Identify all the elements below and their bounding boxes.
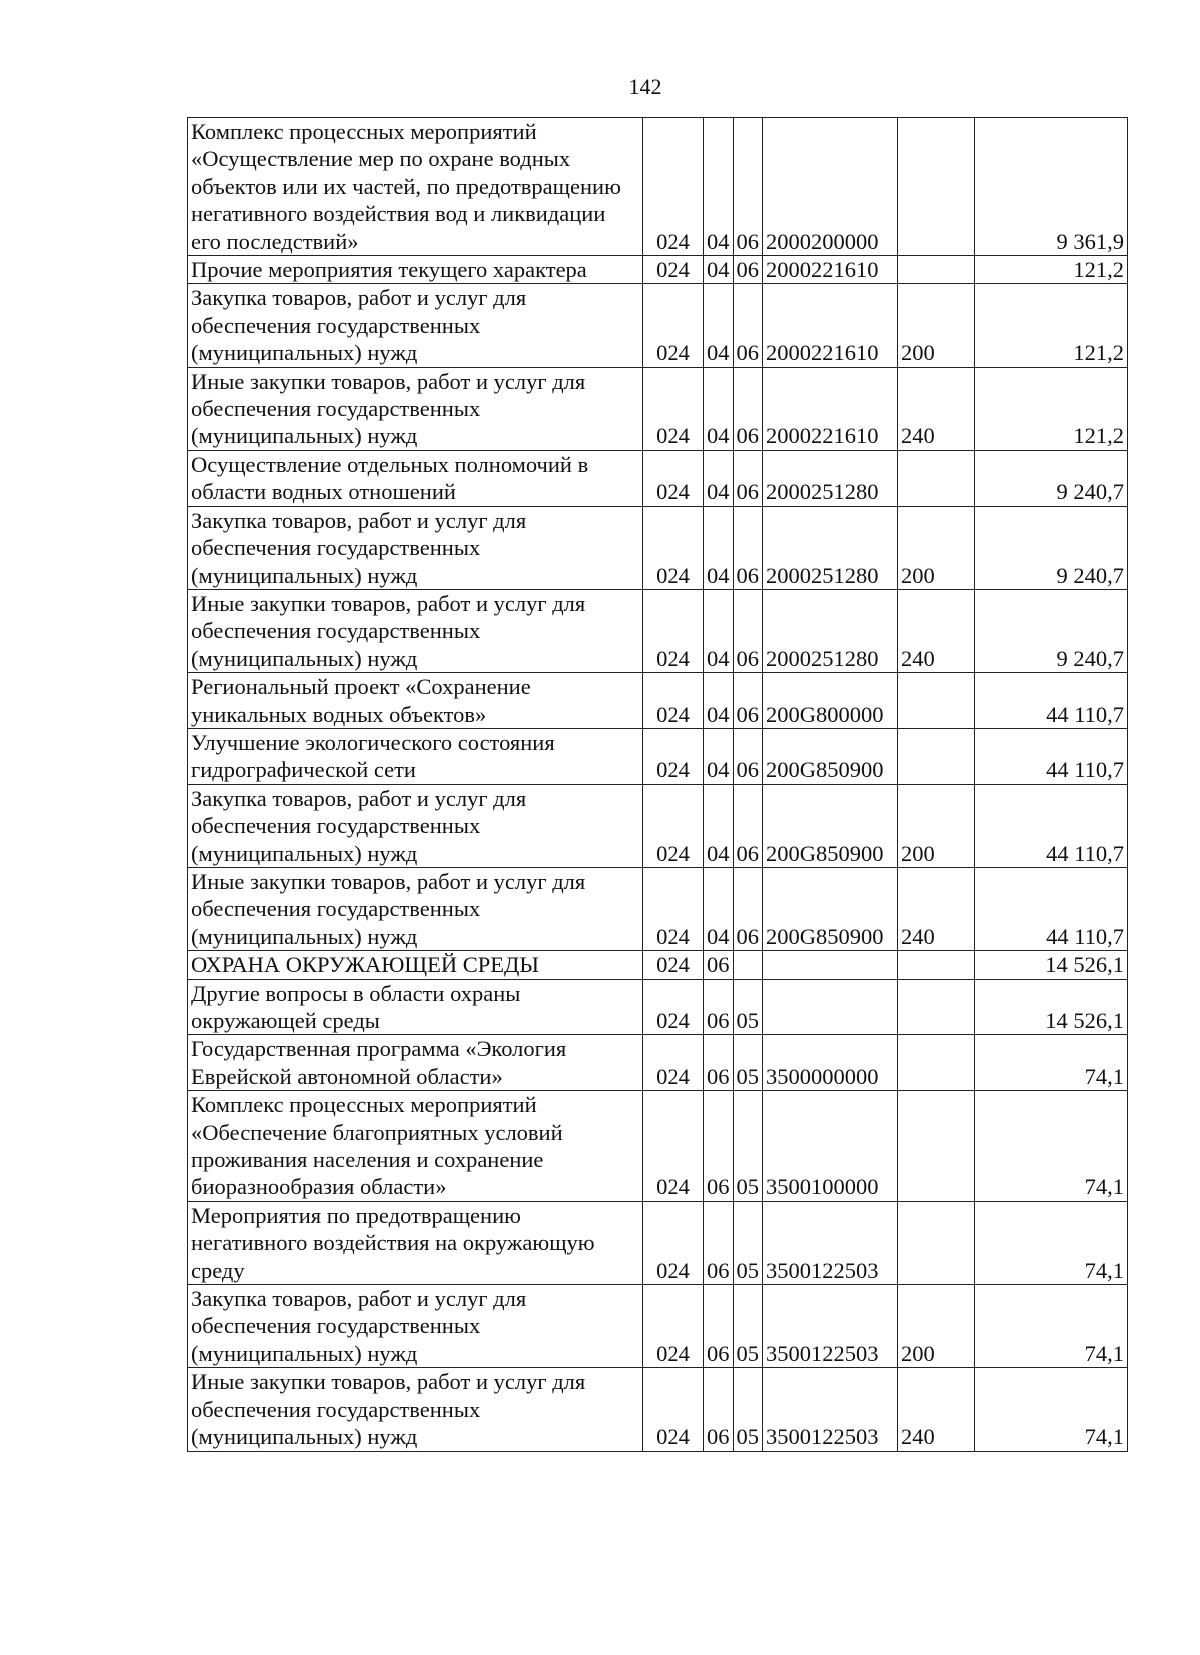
budget-table [187, 117, 1128, 1452]
expense-type-cell [898, 673, 975, 729]
table-row [188, 951, 1128, 979]
section-code-cell: 06 [704, 979, 734, 1035]
table-row [188, 506, 1128, 589]
gov-code-cell: 024 [643, 1091, 704, 1202]
row-name-line: негативного воздействия на окружающую [191, 1230, 595, 1256]
row-name-cell [188, 1091, 643, 1202]
amount-cell: 74,1 [975, 1201, 1128, 1284]
section-code-cell: 04 [704, 367, 734, 450]
expense-type-cell [898, 728, 975, 784]
target-article-cell: 2000221610 [763, 256, 898, 284]
amount-cell: 9 240,7 [975, 450, 1128, 506]
gov-code-cell: 024 [643, 256, 704, 284]
subsection-code-cell: 05 [733, 1285, 763, 1368]
row-name-line: обеспечения государственных [191, 896, 481, 922]
amount-cell: 74,1 [975, 1035, 1128, 1091]
amount-cell: 44 110,7 [975, 784, 1128, 867]
row-name-cell [188, 1368, 643, 1451]
row-name-line: проживания населения и сохранение [191, 1147, 544, 1173]
gov-code-cell: 024 [643, 728, 704, 784]
row-name-line: Закупка товаров, работ и услуг для [191, 1286, 527, 1312]
subsection-code-cell: 05 [733, 1091, 763, 1202]
row-name-cell [188, 506, 643, 589]
row-name-line: (муниципальных) нужд [191, 1424, 418, 1450]
section-code-cell: 04 [704, 284, 734, 367]
row-name-cell [188, 867, 643, 950]
subsection-code-cell: 06 [733, 506, 763, 589]
amount-cell: 121,2 [975, 284, 1128, 367]
target-article-cell [763, 979, 898, 1035]
row-name-line: Еврейской автономной области» [191, 1063, 503, 1089]
table-row [188, 1285, 1128, 1368]
row-name-line: Закупка товаров, работ и услуг для [191, 785, 527, 811]
amount-cell: 9 240,7 [975, 589, 1128, 672]
row-name-line: «Осуществление мер по охране водных [191, 146, 571, 172]
amount-cell: 14 526,1 [975, 979, 1128, 1035]
target-article-cell: 3500122503 [763, 1285, 898, 1368]
subsection-code-cell: 05 [733, 1201, 763, 1284]
section-code-cell: 04 [704, 867, 734, 950]
row-name-line: Иные закупки товаров, работ и услуг для [191, 590, 586, 616]
row-name-cell [188, 589, 643, 672]
table-row [188, 367, 1128, 450]
table-row [188, 256, 1128, 284]
row-name-cell [188, 979, 643, 1035]
subsection-code-cell: 06 [733, 673, 763, 729]
row-name-cell [188, 1285, 643, 1368]
gov-code-cell: 024 [643, 1201, 704, 1284]
row-name-line: Комплекс процессных мероприятий [191, 1092, 537, 1118]
amount-cell: 74,1 [975, 1368, 1128, 1451]
row-name-line: (муниципальных) нужд [191, 340, 418, 366]
gov-code-cell: 024 [643, 589, 704, 672]
row-name-line: окружающей среды [191, 1008, 380, 1033]
target-article-cell: 3500100000 [763, 1091, 898, 1202]
section-code-cell: 04 [704, 784, 734, 867]
section-code-cell: 06 [704, 1201, 734, 1284]
target-article-cell [763, 951, 898, 979]
expense-type-cell: 200 [898, 506, 975, 589]
table-row [188, 284, 1128, 367]
gov-code-cell: 024 [643, 673, 704, 729]
expense-type-cell: 240 [898, 367, 975, 450]
target-article-cell: 200G850900 [763, 728, 898, 784]
target-article-cell: 2000251280 [763, 450, 898, 506]
row-name-line: обеспечения государственных [191, 1396, 481, 1422]
amount-cell: 44 110,7 [975, 673, 1128, 729]
subsection-code-cell: 06 [733, 728, 763, 784]
row-name-line: Закупка товаров, работ и услуг для [191, 507, 527, 533]
row-name-line: обеспечения государственных [191, 535, 481, 561]
target-article-cell: 2000251280 [763, 589, 898, 672]
section-code-cell: 06 [704, 1091, 734, 1202]
section-code-cell: 04 [704, 256, 734, 284]
expense-type-cell [898, 951, 975, 979]
subsection-code-cell: 06 [733, 256, 763, 284]
target-article-cell: 200G850900 [763, 867, 898, 950]
gov-code-cell: 024 [643, 784, 704, 867]
subsection-code-cell: 05 [733, 979, 763, 1035]
gov-code-cell: 024 [643, 1285, 704, 1368]
target-article-cell: 3500122503 [763, 1368, 898, 1451]
gov-code-cell: 024 [643, 867, 704, 950]
subsection-code-cell: 06 [733, 450, 763, 506]
section-code-cell: 06 [704, 1285, 734, 1368]
row-name-cell [188, 784, 643, 867]
amount-cell: 74,1 [975, 1091, 1128, 1202]
row-name-line: Закупка товаров, работ и услуг для [191, 285, 527, 311]
subsection-code-cell: 06 [733, 118, 763, 256]
subsection-code-cell [733, 951, 763, 979]
row-name-cell [188, 1201, 643, 1284]
gov-code-cell: 024 [643, 118, 704, 256]
row-name-line: Другие вопросы в области охраны [191, 980, 521, 1006]
row-name-cell [188, 728, 643, 784]
table-row [188, 1201, 1128, 1284]
amount-cell: 9 361,9 [975, 118, 1128, 256]
row-name-cell [188, 256, 643, 284]
row-name-line: Иные закупки товаров, работ и услуг для [191, 868, 586, 894]
gov-code-cell: 024 [643, 979, 704, 1035]
subsection-code-cell: 06 [733, 367, 763, 450]
row-name-line: биоразнообразия области» [191, 1174, 447, 1200]
gov-code-cell: 024 [643, 506, 704, 589]
table-row [188, 589, 1128, 672]
row-name-line: объектов или их частей, по предотвращению [191, 173, 621, 199]
section-code-cell: 06 [704, 1035, 734, 1091]
row-name-line: ОХРАНА ОКРУЖАЮЩЕЙ СРЕДЫ [191, 952, 539, 978]
row-name-line: уникальных водных объектов» [191, 701, 487, 727]
amount-cell: 9 240,7 [975, 506, 1128, 589]
section-code-cell: 04 [704, 673, 734, 729]
section-code-cell: 04 [704, 728, 734, 784]
row-name-line: (муниципальных) нужд [191, 423, 418, 449]
row-name-line: обеспечения государственных [191, 813, 481, 839]
expense-type-cell: 240 [898, 589, 975, 672]
gov-code-cell: 024 [643, 1368, 704, 1451]
amount-cell: 121,2 [975, 367, 1128, 450]
table-row [188, 118, 1128, 256]
subsection-code-cell: 05 [733, 1368, 763, 1451]
row-name-line: Осуществление отдельных полномочий в [191, 451, 589, 477]
row-name-line: (муниципальных) нужд [191, 562, 418, 588]
budget-table-body [188, 118, 1128, 1452]
row-name-line: обеспечения государственных [191, 1313, 481, 1339]
table-row [188, 784, 1128, 867]
row-name-line: негативного воздействия вод и ликвидации [191, 201, 606, 227]
row-name-line: (муниципальных) нужд [191, 1340, 418, 1366]
section-code-cell: 06 [704, 951, 734, 979]
section-code-cell: 04 [704, 450, 734, 506]
row-name-line: (муниципальных) нужд [191, 840, 418, 866]
subsection-code-cell: 06 [733, 784, 763, 867]
amount-cell: 44 110,7 [975, 867, 1128, 950]
gov-code-cell: 024 [643, 284, 704, 367]
target-article-cell: 3500122503 [763, 1201, 898, 1284]
gov-code-cell: 024 [643, 1035, 704, 1091]
subsection-code-cell: 06 [733, 867, 763, 950]
table-row [188, 979, 1128, 1035]
row-name-line: Комплекс процессных мероприятий [191, 119, 537, 144]
row-name-line: его последствий» [191, 228, 359, 254]
row-name-cell [188, 450, 643, 506]
row-name-line: Региональный проект «Сохранение [191, 674, 531, 700]
row-name-line: обеспечения государственных [191, 312, 481, 338]
amount-cell: 14 526,1 [975, 951, 1128, 979]
amount-cell: 44 110,7 [975, 728, 1128, 784]
table-row [188, 728, 1128, 784]
table-row [188, 1091, 1128, 1202]
target-article-cell: 2000221610 [763, 284, 898, 367]
expense-type-cell: 200 [898, 1285, 975, 1368]
expense-type-cell [898, 1035, 975, 1091]
row-name-line: «Обеспечение благоприятных условий [191, 1119, 563, 1145]
row-name-cell [188, 284, 643, 367]
target-article-cell: 2000200000 [763, 118, 898, 256]
expense-type-cell [898, 118, 975, 256]
row-name-cell [188, 1035, 643, 1091]
row-name-line: Прочие мероприятия текущего характера [191, 257, 587, 283]
row-name-line: (муниципальных) нужд [191, 923, 418, 949]
expense-type-cell [898, 450, 975, 506]
row-name-line: среду [191, 1257, 245, 1283]
row-name-cell [188, 673, 643, 729]
target-article-cell: 2000251280 [763, 506, 898, 589]
expense-type-cell [898, 256, 975, 284]
row-name-cell [188, 367, 643, 450]
table-row [188, 1368, 1128, 1451]
section-code-cell: 04 [704, 118, 734, 256]
row-name-line: гидрографической сети [191, 757, 416, 783]
subsection-code-cell: 05 [733, 1035, 763, 1091]
row-name-line: обеспечения государственных [191, 396, 481, 422]
row-name-line: области водных отношений [191, 479, 456, 505]
expense-type-cell [898, 1091, 975, 1202]
expense-type-cell: 200 [898, 284, 975, 367]
gov-code-cell: 024 [643, 951, 704, 979]
row-name-cell [188, 118, 643, 256]
gov-code-cell: 024 [643, 450, 704, 506]
target-article-cell: 200G800000 [763, 673, 898, 729]
expense-type-cell: 200 [898, 784, 975, 867]
row-name-line: Иные закупки товаров, работ и услуг для [191, 1369, 586, 1395]
section-code-cell: 04 [704, 589, 734, 672]
row-name-line: (муниципальных) нужд [191, 645, 418, 671]
row-name-cell [188, 951, 643, 979]
expense-type-cell: 240 [898, 1368, 975, 1451]
amount-cell: 74,1 [975, 1285, 1128, 1368]
subsection-code-cell: 06 [733, 284, 763, 367]
amount-cell: 121,2 [975, 256, 1128, 284]
expense-type-cell: 240 [898, 867, 975, 950]
table-row [188, 1035, 1128, 1091]
table-row [188, 867, 1128, 950]
row-name-line: Мероприятия по предотвращению [191, 1202, 521, 1228]
row-name-line: Иные закупки товаров, работ и услуг для [191, 368, 586, 394]
subsection-code-cell: 06 [733, 589, 763, 672]
table-row [188, 673, 1128, 729]
section-code-cell: 06 [704, 1368, 734, 1451]
row-name-line: Улучшение экологического состояния [191, 729, 555, 755]
target-article-cell: 200G850900 [763, 784, 898, 867]
gov-code-cell: 024 [643, 367, 704, 450]
expense-type-cell [898, 1201, 975, 1284]
section-code-cell: 04 [704, 506, 734, 589]
row-name-line: Государственная программа «Экология [191, 1036, 567, 1062]
row-name-line: обеспечения государственных [191, 618, 481, 644]
page-number: 142 [628, 74, 662, 99]
target-article-cell: 2000221610 [763, 367, 898, 450]
target-article-cell: 3500000000 [763, 1035, 898, 1091]
expense-type-cell [898, 979, 975, 1035]
table-row [188, 450, 1128, 506]
